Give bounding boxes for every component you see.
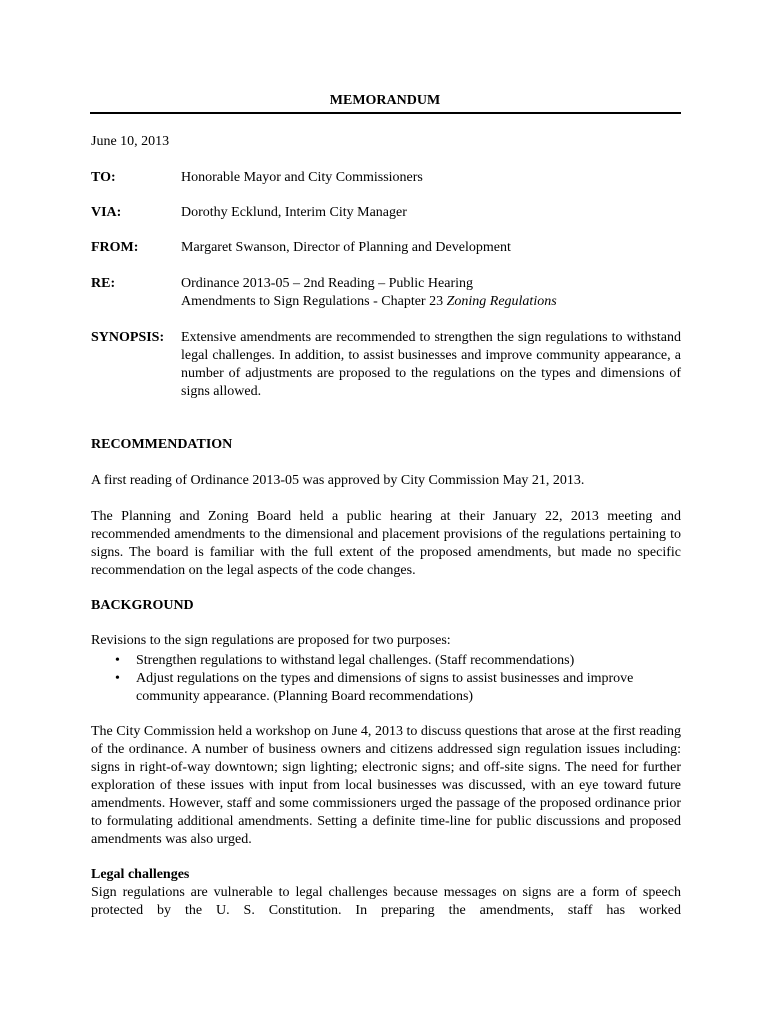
memo-title: MEMORANDUM xyxy=(329,93,441,108)
legal-para: Sign regulations are vulnerable to legal challenges because messages on signs are a form of speech protected by the U. S. Constitution. In preparing the amendments, staff has worked xyxy=(91,885,681,918)
background-bullet-1: Strengthen regulations to withstand legal challenges. (Staff recommendations) xyxy=(136,653,575,668)
via-label: VIA: xyxy=(91,205,122,220)
synopsis-label: SYNOPSIS: xyxy=(91,330,165,345)
re-line-2-italic: Zoning Regulations xyxy=(446,294,557,309)
recommendation-heading: RECOMMENDATION xyxy=(91,437,233,452)
legal-heading: Legal challenges xyxy=(91,867,190,882)
from-label: FROM: xyxy=(91,240,139,255)
bullet-icon: • xyxy=(115,653,120,668)
title-divider xyxy=(90,112,681,114)
re-line-2-prefix: Amendments to Sign Regulations - Chapter 23 xyxy=(181,294,447,309)
background-bullet-2: Adjust regulations on the types and dimensions of signs to assist businesses and improve community appearance. (Planning Board recommendations) xyxy=(136,671,634,704)
to-value: Honorable Mayor and City Commissioners xyxy=(181,170,423,185)
re-line-2 xyxy=(181,293,681,311)
recommendation-para-1: A first reading of Ordinance 2013-05 was approved by City Commission May 21, 2013. xyxy=(91,473,585,488)
background-para: The City Commission held a workshop on June 4, 2013 to discuss questions that arose at the first reading of the ordinance. A number of business owners and citizens addressed sign regulation issues including: signs in right-of-way downtown; sign lighting; electronic signs; and off-site signs. The need for further exploration of these issues with input from local businesses was discussed, with an eye toward future amendments. However, staff and some commissioners urged the passage of the proposed ordinance prior to formulating additional amendments. Setting a definite time-line for public discussions and proposed amendments was also urged. xyxy=(91,724,681,847)
synopsis-text: Extensive amendments are recommended to strengthen the sign regulations to withstand legal challenges. In addition, to assist businesses and improve community appearance, a number of adjustments are proposed to the regulations on the types and dimensions of signs allowed. xyxy=(181,330,681,399)
memo-date: June 10, 2013 xyxy=(91,134,170,149)
bullet-icon: • xyxy=(115,671,120,686)
re-line-1: Ordinance 2013-05 – 2nd Reading – Public Hearing xyxy=(181,276,473,291)
from-value: Margaret Swanson, Director of Planning and Development xyxy=(181,240,511,255)
recommendation-para-2: The Planning and Zoning Board held a public hearing at their January 22, 2013 meeting and recommended amendments to the dimensional and placement provisions of the regulations pertaining to signs. The board is familiar with the full extent of the proposed amendments, but made no specific recommendation on the legal aspects of the code changes. xyxy=(91,509,681,578)
via-value: Dorothy Ecklund, Interim City Manager xyxy=(181,205,407,220)
background-intro: Revisions to the sign regulations are proposed for two purposes: xyxy=(91,633,451,648)
to-label: TO: xyxy=(91,170,116,185)
background-heading: BACKGROUND xyxy=(91,598,194,613)
re-label: RE: xyxy=(91,276,116,291)
